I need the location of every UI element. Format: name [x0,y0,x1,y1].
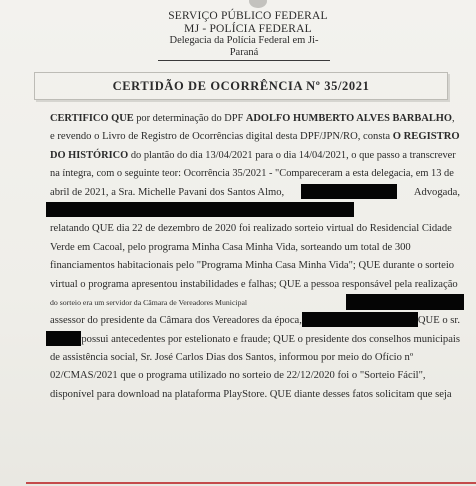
body-line-6 [50,220,460,238]
body-text: Advogada, [413,186,460,198]
body-line-2 [50,128,460,146]
body-text: do plantão do dia 13/04/2021 para o dia 14/04/2021, o que passo a transcrever [128,149,456,161]
body-line-3 [50,147,460,165]
header-ministry-name: MJ - POLÍCIA FEDERAL [184,23,312,35]
body-text: , [451,113,455,124]
body-line-1 [50,110,460,128]
body-text: 02/CMAS/2021 que o programa utilizado no sorteio de 22/12/2020 foi o "Sorteio Fácil", [50,370,426,382]
header-service-name: SERVIÇO PÚBLICO FEDERAL [168,10,328,22]
body-text: possui antecedentes por estelionato e fraude; QUE o presidente dos conselhos municipais [81,333,460,345]
redaction-bar [302,312,418,327]
body-line-14 [50,367,460,385]
body-text: abril de 2021, a Sra. Michelle Pavani dos Santos Almo, [50,186,285,198]
body-text: e revendo o Livro de Registro de Ocorrências digital desta DPF/JPN/RO, consta [50,131,393,143]
document-body [50,110,460,404]
body-line-15 [50,386,460,404]
body-text: disponível para download na plataforma PlayStore. QUE diante desses fatos solicitam que seja [50,388,452,400]
redaction-bar [301,184,397,199]
body-text: financiamentos habitacionais pelo "Programa Minha Casa Minha Vida"; QUE durante o sorteio [50,260,455,272]
redaction-bar [346,294,464,310]
coat-of-arms-emblem [249,0,267,8]
body-line-10 [50,294,460,312]
body-line-12 [50,331,460,349]
historico-label: DO HISTÓRICO [50,149,129,161]
body-text: por determinação do DPF [133,113,246,124]
header-office-name: Delegacia da Polícia Federal em Ji-Paraná [158,35,330,61]
bottom-highlight-line [26,482,476,484]
registro-label: O REGISTRO [392,131,460,143]
title-box [34,72,448,100]
body-text: QUE o sr. [417,315,460,327]
body-line-13 [50,349,460,367]
body-text: na íntegra, com o seguinte teor: Ocorrência 35/2021 - "Compareceram a esta delegacia, em 13 de [50,168,454,180]
body-line-4 [50,165,460,183]
body-line-11 [50,312,460,330]
body-text: assessor do presidente da Câmara dos Vereadores da época, [50,315,302,327]
body-line-9 [50,276,460,294]
body-line-8 [50,257,460,275]
body-text: de assistência social, Sr. José Carlos Dias dos Santos, informou por meio do Ofício nº [50,352,414,364]
certifico-label: CERTIFICO QUE [50,113,134,124]
body-line-5 [50,184,460,202]
body-line-redacted [50,202,460,220]
document-title: CERTIDÃO DE OCORRÊNCIA Nº 35/2021 [112,79,370,93]
body-line-7 [50,239,460,257]
body-text: relatando QUE dia 22 de dezembro de 2020 foi realizado sorteio virtual do Residencial Cidade [50,223,452,235]
body-text: do sorteio era um servidor da Câmara de Vereadores Municipal [50,297,248,307]
redaction-bar [46,331,81,346]
body-text: virtual o programa apresentou instabilidades e falhas; QUE a pessoa responsável pela realização [50,278,458,290]
redaction-bar [46,202,354,217]
dpf-name: ADOLFO HUMBERTO ALVES BARBALHO [245,113,452,124]
body-text: Verde em Cacoal, pelo programa Minha Casa Minha Vida, sorteando um total de 300 [50,241,411,253]
